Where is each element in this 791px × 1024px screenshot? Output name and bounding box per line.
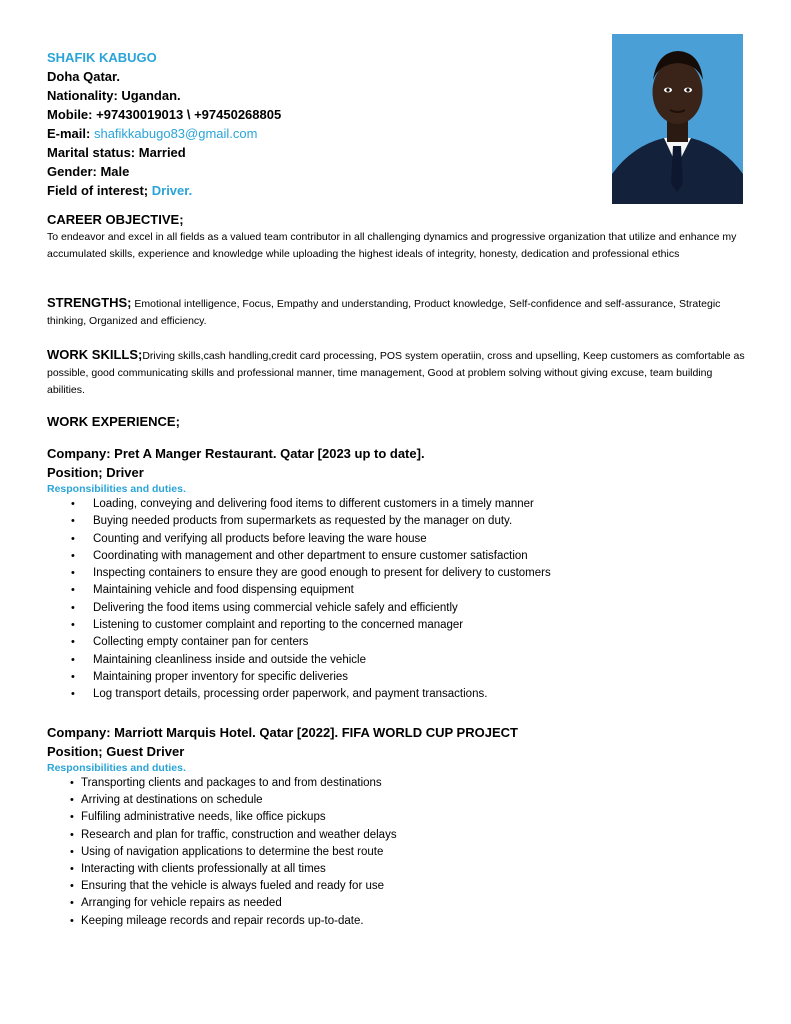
duties-list [47, 775, 747, 930]
duty-text: Transporting clients and packages to and from destinations [81, 777, 382, 789]
bullet-icon: • [70, 811, 74, 824]
list-item [47, 686, 747, 703]
position-title: Position; Guest Driver [47, 744, 185, 759]
strengths-heading: STRENGTHS; [47, 295, 132, 310]
gender-value: Male [100, 164, 130, 179]
bullet-icon: • [71, 549, 75, 562]
list-item [47, 913, 747, 930]
bullet-icon: • [71, 515, 75, 528]
responsibilities-label: Responsibilities and duties. [47, 762, 186, 774]
list-item [47, 600, 747, 617]
work-experience-heading: WORK EXPERIENCE; [47, 414, 180, 429]
strengths-section [47, 294, 747, 330]
work-experience-section [47, 413, 747, 431]
contact-header [47, 48, 587, 200]
job-entry-pret [47, 444, 747, 704]
list-item [47, 565, 747, 582]
bullet-icon: • [71, 653, 75, 666]
bullet-icon: • [70, 897, 74, 910]
career-objective-text: To endeavor and excel in all fields as a valued team contributor in all challenging dynamics and progressive organization that utilize and enhance my accumulated skills, experience and knowledge while uploading the highest ideals of integrity, honesty, dedication and professional ethics [47, 231, 737, 260]
field-line [47, 181, 587, 200]
bullet-icon: • [70, 914, 74, 927]
email-link[interactable]: shafikkabugo83@gmail.com [93, 126, 258, 141]
duty-text: Delivering the food items using commercial vehicle safely and efficiently [93, 601, 458, 614]
bullet-icon: • [70, 777, 74, 789]
email-label: E-mail: [47, 126, 91, 141]
mobile-label: Mobile: [47, 107, 93, 122]
portrait-illustration [612, 34, 743, 204]
company-name: Company: Pret A Manger Restaurant. Qatar [2023 up to date]. [47, 446, 425, 461]
list-item [47, 513, 747, 530]
career-objective-heading: CAREER OBJECTIVE; [47, 212, 184, 227]
duty-text: Interacting with clients professionally at all times [81, 863, 326, 876]
nationality-value: Ugandan. [121, 88, 181, 103]
duty-text: Inspecting containers to ensure they are good enough to present for delivery to customers [93, 567, 551, 580]
marital-label: Marital status: [47, 145, 136, 160]
career-objective-section [47, 211, 747, 263]
duty-text: Arranging for vehicle repairs as needed [81, 897, 282, 910]
list-item [47, 844, 747, 861]
gender-line [47, 162, 587, 181]
nationality-label: Nationality: [47, 88, 118, 103]
bullet-icon: • [71, 636, 75, 649]
duty-text: Keeping mileage records and repair records up-to-date. [81, 914, 364, 927]
duties-list [47, 496, 747, 704]
gender-label: Gender: [47, 164, 97, 179]
bullet-icon: • [70, 845, 74, 858]
list-item [47, 878, 747, 895]
list-item [47, 548, 747, 565]
list-item [47, 652, 747, 669]
profile-photo [612, 34, 743, 204]
duty-text: Log transport details, processing order paperwork, and payment transactions. [93, 688, 488, 701]
list-item [47, 827, 747, 844]
duty-text: Buying needed products from supermarkets as requested by the manager on duty. [93, 515, 513, 528]
list-item [47, 775, 747, 792]
nationality-line [47, 86, 587, 105]
work-skills-text: Driving skills,cash handling,credit card processing, POS system operatiin, cross and upselling, Keep customers as comfortable as possible, good communicating skills and professional manner, time management, Good at problem solving without giving excuse, team building abilities. [47, 350, 745, 396]
duty-text: Counting and verifying all products before leaving the ware house [93, 532, 427, 545]
duty-text: Arriving at destinations on schedule [81, 794, 263, 807]
duty-text: Research and plan for traffic, construction and weather delays [81, 828, 397, 841]
list-item [47, 792, 747, 809]
duty-text: Collecting empty container pan for centers [93, 636, 309, 649]
marital-value: Married [138, 145, 186, 160]
job-entry-marriott [47, 723, 747, 930]
list-item [47, 496, 747, 513]
list-item [47, 634, 747, 651]
field-label: Field of interest; [47, 183, 149, 198]
duty-text: Maintaining proper inventory for specific deliveries [93, 670, 349, 683]
duty-text: Listening to customer complaint and reporting to the concerned manager [93, 619, 464, 632]
position-title: Position; Driver [47, 465, 144, 480]
list-item [47, 617, 747, 634]
bullet-icon: • [71, 567, 75, 580]
email-line [47, 124, 587, 143]
work-skills-paragraph [47, 346, 747, 399]
bullet-icon: • [71, 688, 75, 701]
bullet-icon: • [71, 670, 75, 683]
bullet-icon: • [71, 498, 75, 510]
list-item [47, 669, 747, 686]
list-item [47, 809, 747, 826]
mobile-line [47, 105, 587, 124]
list-item [47, 861, 747, 878]
list-item [47, 531, 747, 548]
company-name: Company: Marriott Marquis Hotel. Qatar [2022]. FIFA WORLD CUP PROJECT [47, 725, 518, 740]
candidate-name: SHAFIK KABUGO [47, 50, 157, 65]
strengths-text: Emotional intelligence, Focus, Empathy and understanding, Product knowledge, Self-confidence and self-assurance, Strategic thinking, Organized and efficiency. [47, 298, 721, 327]
strengths-paragraph [47, 294, 747, 330]
bullet-icon: • [71, 619, 75, 632]
duty-text: Ensuring that the vehicle is always fueled and ready for use [81, 880, 385, 893]
duty-text: Fulfiling administrative needs, like office pickups [81, 811, 326, 824]
field-value: Driver. [151, 183, 193, 198]
bullet-icon: • [70, 828, 74, 841]
duty-text: Using of navigation applications to determine the best route [81, 845, 384, 858]
work-skills-section [47, 346, 747, 399]
bullet-icon: • [71, 584, 75, 597]
duty-text: Loading, conveying and delivering food items to different customers in a timely manner [93, 498, 534, 510]
responsibilities-label: Responsibilities and duties. [47, 483, 186, 495]
mobile-value: +97430019013 \ +97450268805 [96, 107, 282, 122]
bullet-icon: • [70, 794, 74, 807]
work-skills-heading: WORK SKILLS; [47, 347, 143, 362]
bullet-icon: • [70, 880, 74, 893]
bullet-icon: • [71, 532, 75, 545]
bullet-icon: • [70, 863, 74, 876]
bullet-icon: • [71, 601, 75, 614]
duty-text: Maintaining cleanliness inside and outside the vehicle [93, 653, 366, 666]
marital-line [47, 143, 587, 162]
list-item [47, 582, 747, 599]
location: Doha Qatar. [47, 69, 120, 84]
list-item [47, 895, 747, 912]
duty-text: Maintaining vehicle and food dispensing equipment [93, 584, 354, 597]
duty-text: Coordinating with management and other department to ensure customer satisfaction [93, 549, 528, 562]
